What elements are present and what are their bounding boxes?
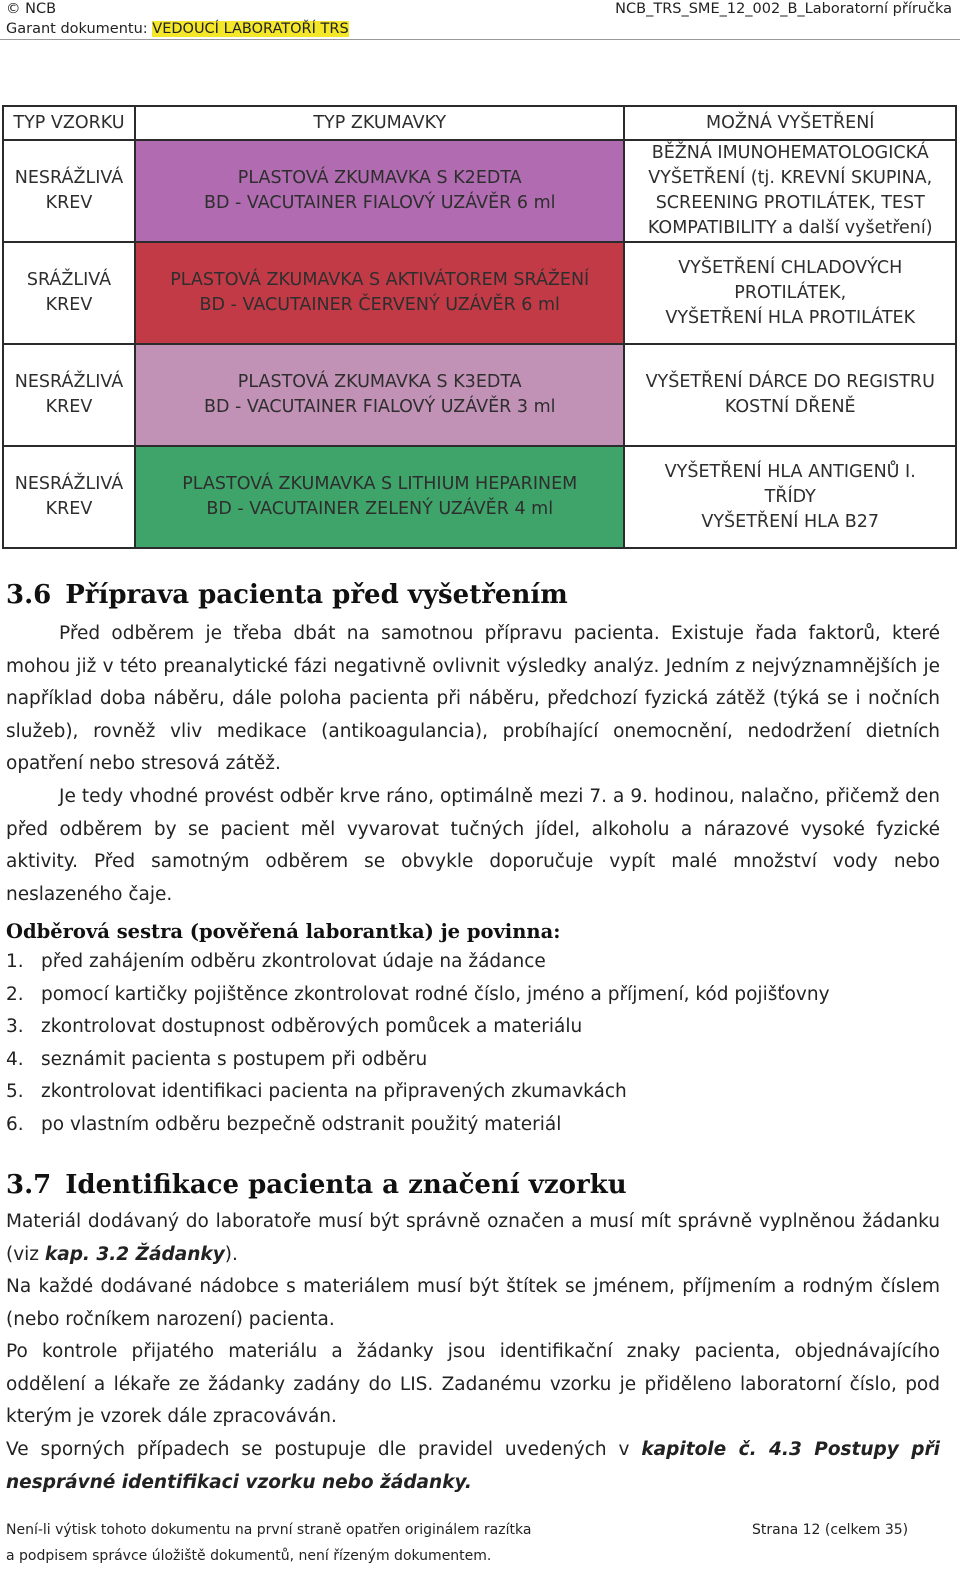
- header-divider: [0, 39, 960, 40]
- list-item: [6, 1076, 830, 1109]
- table-row: [3, 344, 956, 446]
- list-text: seznámit pacienta s postupem při odběru: [41, 1048, 428, 1070]
- tube-line: PLASTOVÁ ZKUMAVKA S LITHIUM HEPARINEM: [182, 474, 578, 494]
- list-text: zkontrolovat dostupnost odběrových pomůcek a materiálu: [41, 1016, 583, 1037]
- tube-line: PLASTOVÁ ZKUMAVKA S AKTIVÁTOREM SRÁŽENÍ: [170, 270, 590, 290]
- sample-cell: [3, 242, 135, 344]
- list-item: [6, 1109, 830, 1142]
- sample-line: NESRÁŽLIVÁ: [14, 168, 124, 188]
- exam-line: TŘÍDY: [764, 486, 816, 507]
- chapter-reference: kap. 3.2 Žádanky: [44, 1243, 225, 1265]
- list-item: [6, 946, 830, 979]
- list-number: 6.: [6, 1113, 24, 1135]
- section-heading-3-7: [6, 1170, 627, 1200]
- sample-line: NESRÁŽLIVÁ: [14, 372, 124, 392]
- section-number: 3.6: [6, 580, 52, 610]
- list-item: [6, 1011, 830, 1044]
- exam-line: SCREENING PROTILÁTEK, TEST: [655, 193, 925, 213]
- exam-line: KOMPATIBILITY a další vyšetření): [647, 218, 933, 238]
- paragraph: [6, 781, 940, 911]
- sample-line: KREV: [45, 499, 93, 519]
- list-text: zkontrolovat identifikaci pacienta na připravených zkumavkách: [41, 1081, 627, 1102]
- paragraph-text: Je tedy vhodné provést odběr krve ráno, optimálně mezi 7. a 9. hodinou, nalačno, přičemž den před odběrem by se pacient měl vyvarovat tučných jídel, alkoholu a nárazové vysoké fyzické aktivity. Před samotným odběrem se obvykle doporučuje vypít malé množství vody nebo neslazeného čaje.: [6, 786, 940, 905]
- section-heading-3-6: [6, 580, 568, 610]
- list-number: 5.: [6, 1081, 24, 1102]
- paragraph: [6, 1271, 940, 1336]
- tube-line: BD - VACUTAINER FIALOVÝ UZÁVĚR 3 ml: [203, 397, 556, 417]
- exam-line: VYŠETŘENÍ HLA B27: [701, 511, 880, 532]
- sample-tube-table: [2, 105, 957, 549]
- exam-line: VYŠETŘENÍ HLA PROTILÁTEK: [665, 307, 916, 328]
- header-tube-type: TYP ZKUMAVKY: [135, 106, 624, 140]
- table-row: [3, 140, 956, 242]
- paragraph-text: Ve sporných případech se postupuje dle pravidel uvedených v: [6, 1439, 642, 1460]
- exam-line: PROTILÁTEK,: [734, 282, 847, 303]
- table-header-row: [3, 106, 956, 140]
- exam-cell: [624, 140, 956, 242]
- paragraph: [6, 1336, 940, 1434]
- exam-line: VYŠETŘENÍ CHLADOVÝCH: [678, 257, 903, 278]
- list-number: 4.: [6, 1048, 24, 1070]
- paragraph-text: Před odběrem je třeba dbát na samotnou přípravu pacienta. Existuje řada faktorů, které mohou již v této preanalytické fázi negativně ovlivnit výsledky analýz. Jedním z nejvýznamnějších je například doba náběru, dále poloha pacienta při náběru, předchozí fyzická zátěž (týká se i nočních služeb), rovněž vliv medikace (antikoagulancia), probíhající onemocnění, nedodržení dietních opatření nebo stresová zátěž.: [6, 623, 940, 774]
- tube-cell: [135, 446, 624, 548]
- exam-line: VYŠETŘENÍ (tj. KREVNÍ SKUPINA,: [648, 168, 933, 188]
- sample-cell: [3, 140, 135, 242]
- footer-note-line-2: a podpisem správce úložiště dokumentů, není řízeným dokumentem.: [6, 1548, 492, 1564]
- header-possible-exams: MOŽNÁ VYŠETŘENÍ: [624, 106, 956, 140]
- list-text: před zahájením odběru zkontrolovat údaje na žádance: [41, 951, 546, 972]
- tube-cell: [135, 140, 624, 242]
- footer-page-number: Strana 12 (celkem 35): [752, 1522, 909, 1538]
- duties-heading: Odběrová sestra (pověřená laborantka) je povinna:: [6, 920, 561, 943]
- section-title: Příprava pacienta před vyšetřením: [65, 580, 568, 610]
- exam-cell: [624, 242, 956, 344]
- paragraph-text: ).: [224, 1243, 238, 1265]
- sample-cell: [3, 446, 135, 548]
- duties-list: [6, 946, 830, 1141]
- tube-cell: [135, 344, 624, 446]
- paragraph-text: Na každé dodávané nádobce s materiálem musí být štítek se jménem, příjmením a rodným číslem (nebo ročníkem narození) pacienta.: [6, 1276, 940, 1330]
- tube-line: BD - VACUTAINER ZELENÝ UZÁVĚR 4 ml: [206, 499, 554, 519]
- list-text: po vlastním odběru bezpečně odstranit použitý materiál: [41, 1113, 562, 1135]
- sample-line: KREV: [45, 397, 93, 417]
- sample-line: NESRÁŽLIVÁ: [14, 474, 124, 494]
- footer-note-line-1: Není-li výtisk tohoto dokumentu na první straně opatřen originálem razítka: [6, 1522, 532, 1538]
- paragraph: [6, 1206, 940, 1271]
- tube-line: PLASTOVÁ ZKUMAVKA S K2EDTA: [237, 168, 522, 188]
- sample-line: SRÁŽLIVÁ: [26, 270, 112, 290]
- sample-line: KREV: [45, 295, 93, 315]
- header-document-code: NCB_TRS_SME_12_002_B_Laboratorní příručka: [615, 1, 952, 17]
- exam-line: VYŠETŘENÍ HLA ANTIGENŮ I.: [664, 461, 916, 482]
- tube-line: BD - VACUTAINER ČERVENÝ UZÁVĚR 6 ml: [199, 295, 560, 315]
- list-number: 3.: [6, 1016, 24, 1037]
- sample-line: KREV: [45, 193, 93, 213]
- table-row: [3, 242, 956, 344]
- header-copyright: © NCB: [6, 1, 57, 17]
- exam-line: KOSTNÍ DŘENĚ: [724, 397, 856, 417]
- exam-cell: [624, 446, 956, 548]
- header-guarantor: [6, 19, 349, 39]
- paragraph-text: Materiál dodávaný do laboratoře musí být správně označen a musí mít správně vyplněnou žádanku (viz: [6, 1211, 940, 1265]
- exam-line: VYŠETŘENÍ DÁRCE DO REGISTRU: [645, 372, 935, 392]
- table-row: [3, 446, 956, 548]
- tube-cell: [135, 242, 624, 344]
- paragraph-text: Po kontrole přijatého materiálu a žádanky jsou identifikační znaky pacienta, objednávajícího oddělení a lékaře ze žádanky zadány do LIS. Zadanému vzorku je přiděleno laboratorní číslo, pod kterým je vzorek dále zpracováván.: [6, 1341, 940, 1427]
- paragraph: [6, 1434, 940, 1499]
- tube-line: BD - VACUTAINER FIALOVÝ UZÁVĚR 6 ml: [203, 193, 556, 213]
- exam-cell: [624, 344, 956, 446]
- paragraph: [6, 618, 940, 781]
- guarantor-value: VEDOUCÍ LABORATOŘÍ TRS: [152, 21, 349, 37]
- list-text: pomocí kartičky pojištěnce zkontrolovat rodné číslo, jméno a příjmení, kód pojišťovny: [41, 983, 830, 1005]
- list-item: [6, 979, 830, 1012]
- list-item: [6, 1044, 830, 1077]
- sample-cell: [3, 344, 135, 446]
- section-title: Identifikace pacienta a značení vzorku: [65, 1170, 627, 1200]
- list-number: 1.: [6, 951, 24, 972]
- exam-line: BĚŽNÁ IMUNOHEMATOLOGICKÁ: [651, 143, 929, 163]
- guarantor-label: Garant dokumentu:: [6, 21, 148, 37]
- list-number: 2.: [6, 983, 24, 1005]
- tube-line: PLASTOVÁ ZKUMAVKA S K3EDTA: [237, 372, 522, 392]
- header-sample-type: TYP VZORKU: [3, 106, 135, 140]
- chapter-reference: kapitole č. 4.3 Postupy při nesprávné identifikaci vzorku nebo žádanky.: [6, 1439, 941, 1493]
- section-number: 3.7: [6, 1170, 52, 1200]
